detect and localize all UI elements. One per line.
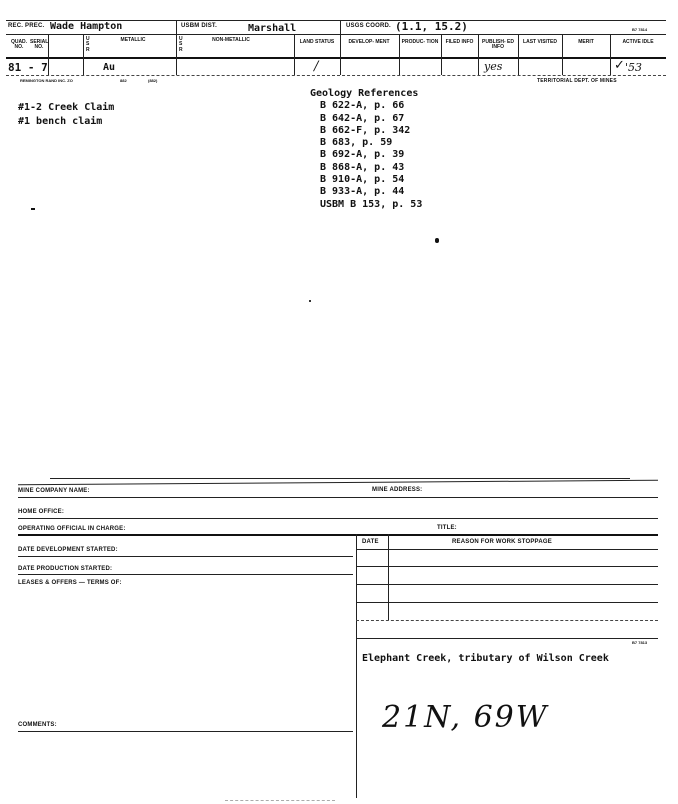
location-description: Elephant Creek, tributary of Wilson Creek — [362, 653, 609, 664]
geology-ref: USBM B 153, p. 53 — [320, 198, 423, 210]
form-rule-dashed — [356, 620, 658, 621]
geology-ref: B 662-F, p. 342 — [320, 124, 411, 136]
form-rule — [18, 574, 353, 575]
handwritten-coordinates: 21N, 69W — [382, 700, 549, 735]
rec-prec-value: Wade Hampton — [50, 21, 123, 32]
territorial-dept: TERRITORIAL DEPT. OF MINES — [537, 78, 617, 84]
form-rule — [18, 556, 353, 557]
col-development: DEVELOP- MENT — [348, 39, 390, 45]
col-usr-metallic: U S R — [86, 36, 90, 53]
col-div — [340, 20, 341, 75]
active-idle-value: '53 — [625, 61, 643, 74]
usgs-coord-label: USGS COORD. — [346, 23, 391, 29]
col-div — [83, 34, 84, 75]
usgs-coord-value: (1.1, 15.2) — [395, 20, 468, 33]
usbm-dist-value: Marshall — [248, 23, 297, 34]
date-development-label: DATE DEVELOPMENT STARTED: — [18, 547, 118, 553]
home-office-label: HOME OFFICE: — [18, 509, 65, 515]
land-status-value: / — [314, 59, 319, 74]
form-rule — [356, 584, 658, 585]
quad-serial-value: 81 - 7 — [8, 61, 48, 74]
row-dash — [6, 75, 666, 76]
lower-rule — [50, 478, 630, 479]
form-rule — [356, 638, 658, 639]
claim-line-2: #1 bench claim — [18, 116, 103, 127]
claim-line-1: #1-2 Creek Claim — [18, 102, 115, 113]
geology-ref: B 692-A, p. 39 — [320, 149, 405, 161]
header-divider — [6, 34, 666, 35]
rec-prec-label: REC. PREC. — [8, 23, 45, 29]
col-div — [399, 34, 400, 75]
col-filed-info: FILED INFO — [445, 39, 474, 45]
speck — [435, 238, 439, 243]
col-active-idle: ACTIVE IDLE — [622, 39, 654, 45]
col-div — [518, 34, 519, 75]
col-div — [294, 34, 295, 75]
operating-official-label: OPERATING OFFICIAL IN CHARGE: — [18, 526, 126, 532]
printer-code-1: 882 — [120, 78, 127, 83]
geology-ref: B 622-A, p. 66 — [320, 100, 405, 112]
col-serial-no: SERIAL NO. — [30, 39, 49, 51]
geology-ref: B 642-A, p. 67 — [320, 112, 405, 124]
form-number-top: B7 7814 — [632, 27, 648, 32]
comments-label: COMMENTS: — [18, 722, 57, 728]
col-div — [478, 34, 479, 75]
col-div — [562, 34, 563, 75]
col-quad-no: QUAD. NO. — [10, 39, 28, 51]
date-production-label: DATE PRODUCTION STARTED: — [18, 566, 113, 572]
speck — [309, 300, 311, 302]
bottom-smudge — [225, 800, 335, 801]
title-label: TITLE: — [437, 525, 457, 531]
form-center-divider — [356, 534, 357, 798]
row-divider — [6, 57, 666, 59]
col-div — [441, 34, 442, 75]
lower-rule — [18, 480, 658, 485]
form-number-bottom: B7 7813 — [632, 640, 648, 645]
mine-address-label: MINE ADDRESS: — [372, 487, 423, 493]
usbm-dist-label: USBM DIST. — [181, 23, 218, 29]
mine-company-name-label: MINE COMPANY NAME: — [18, 488, 90, 494]
geology-ref: B 683, p. 59 — [320, 137, 393, 149]
date-col-divider — [388, 534, 389, 620]
speck — [31, 208, 35, 210]
geology-ref: B 910-A, p. 54 — [320, 174, 405, 186]
col-non-metallic: NON-METALLIC — [212, 37, 250, 43]
printer-credit: REMINGTON RAND INC. ZO — [20, 78, 73, 83]
col-div — [610, 34, 611, 75]
form-rule — [18, 731, 353, 732]
col-last-visited: LAST VISITED — [523, 39, 557, 45]
form-rule-thick — [18, 534, 658, 536]
form-rule — [356, 602, 658, 603]
col-div — [48, 34, 49, 75]
form-rule — [18, 497, 658, 498]
date-col-header: DATE — [362, 539, 379, 545]
geology-title: Geology References — [310, 88, 419, 99]
geology-references — [310, 89, 422, 212]
geology-ref: B 933-A, p. 44 — [320, 186, 405, 198]
col-usr-nonmetallic: U S R — [179, 36, 183, 53]
form-rule — [356, 566, 658, 567]
checkmark-icon: ✓ — [614, 58, 625, 73]
col-metallic: METALLIC — [120, 37, 146, 43]
form-rule — [356, 549, 658, 550]
metallic-value: Au — [103, 62, 116, 73]
reason-col-header: REASON FOR WORK STOPPAGE — [452, 539, 552, 545]
leases-label: LEASES & OFFERS — TERMS OF: — [18, 580, 122, 586]
col-production: PRODUC- TION — [401, 39, 439, 45]
geology-ref: B 868-A, p. 43 — [320, 161, 405, 173]
col-div — [176, 20, 177, 75]
form-rule — [18, 518, 658, 519]
col-published-info: PUBLISH- ED INFO — [482, 39, 514, 51]
published-info-value: yes — [484, 60, 503, 73]
col-merit: MERIT — [578, 39, 594, 45]
printer-code-2: (882) — [148, 78, 158, 83]
col-land-status: LAND STATUS — [299, 39, 335, 45]
